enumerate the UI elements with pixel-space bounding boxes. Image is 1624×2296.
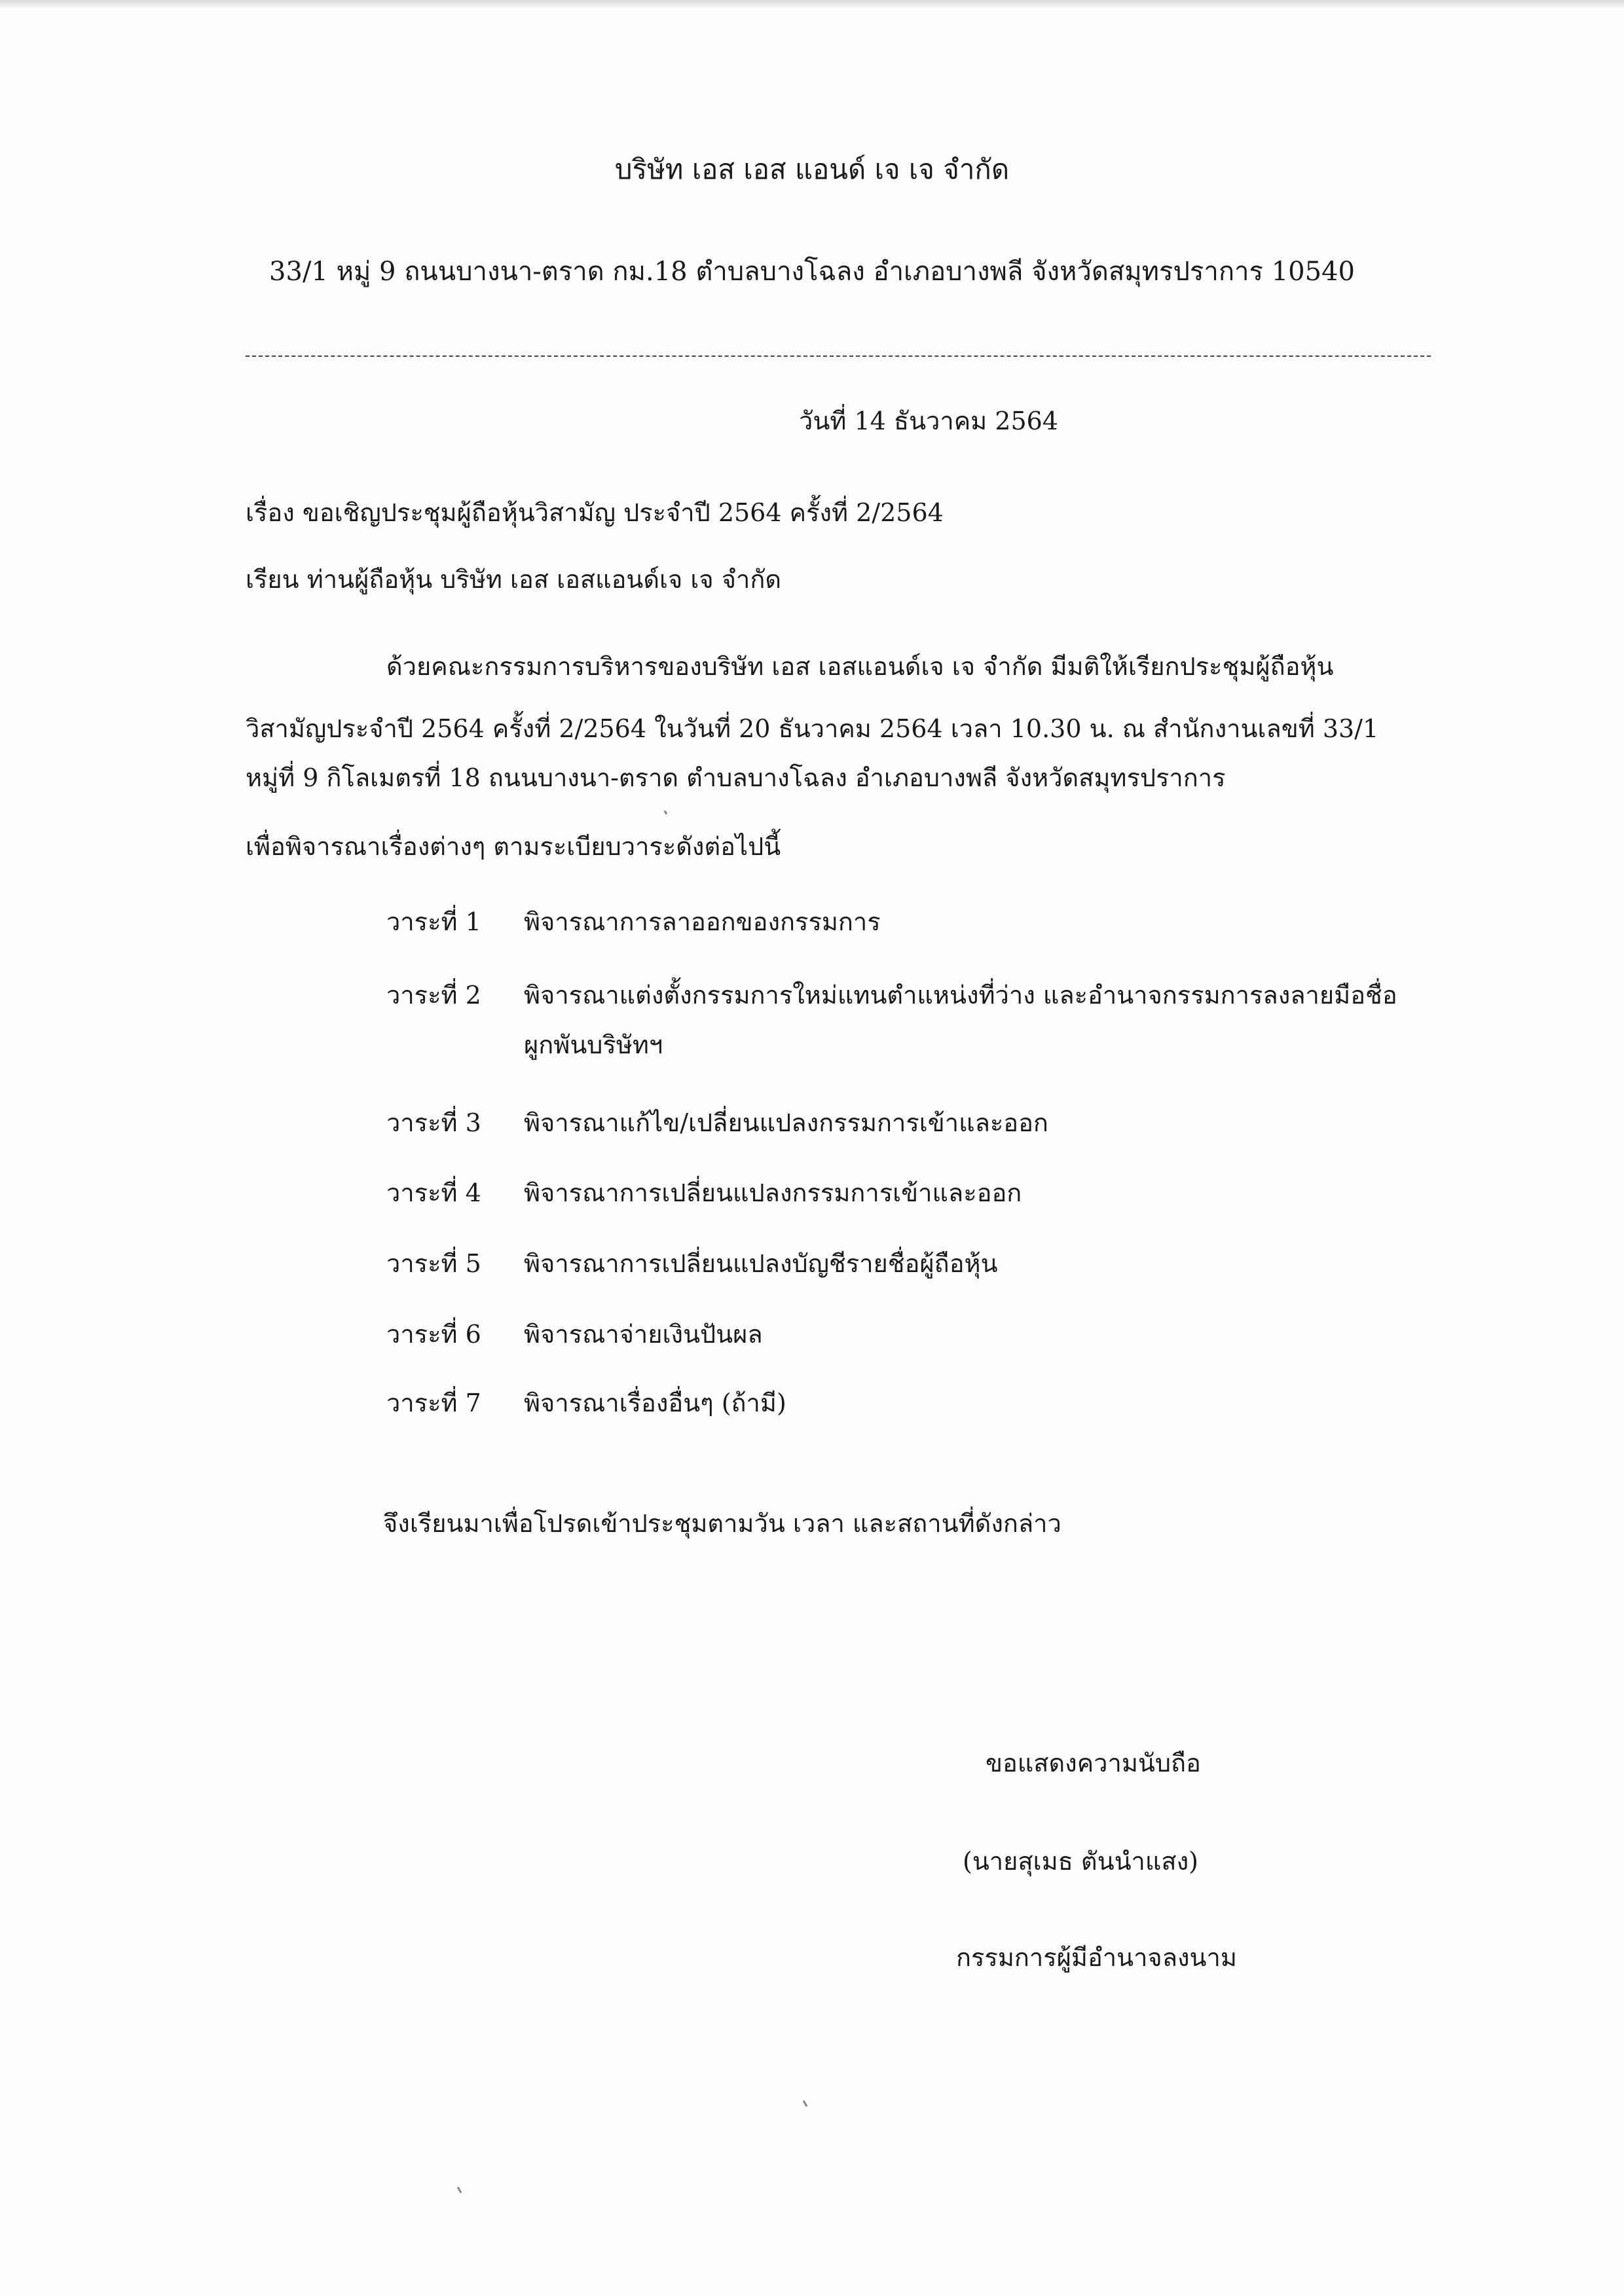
agenda-number: วาระที่ 1 bbox=[386, 907, 481, 936]
agenda-text-continued: ผูกพันบริษัทฯ bbox=[524, 1030, 663, 1059]
agenda-text: พิจารณาการเปลี่ยนแปลงกรรมการเข้าและออก bbox=[524, 1178, 1022, 1207]
agenda-text: พิจารณาการลาออกของกรรมการ bbox=[524, 907, 881, 936]
body-line-4: เพื่อพิจารณาเรื่องต่างๆ ตามระเบียบวาระดังต่อไปนี้ bbox=[246, 832, 781, 861]
scan-speck bbox=[803, 2100, 808, 2107]
letter-date: วันที่ 14 ธันวาคม 2564 bbox=[799, 407, 1058, 435]
agenda-text: พิจารณาเรื่องอื่นๆ (ถ้ามี) bbox=[524, 1389, 786, 1417]
body-line-1: ด้วยคณะกรรมการบริหารของบริษัท เอส เอสแอนด์เจ เจ จำกัด มีมติให้เรียกประชุมผู้ถือหุ้น bbox=[386, 652, 1334, 681]
signer-name: (นายสุเมธ ตันนำแสง) bbox=[963, 1847, 1198, 1876]
header-divider bbox=[246, 355, 1431, 357]
agenda-number: วาระที่ 3 bbox=[386, 1108, 481, 1137]
scan-speck bbox=[664, 811, 668, 815]
agenda-number: วาระที่ 4 bbox=[386, 1178, 481, 1207]
scan-speck bbox=[457, 2187, 462, 2193]
agenda-number: วาระที่ 7 bbox=[386, 1389, 481, 1417]
signature-regards: ขอแสดงความนับถือ bbox=[986, 1749, 1201, 1777]
company-name: บริษัท เอส เอส แอนด์ เจ เจ จำกัด bbox=[614, 153, 1010, 185]
company-address: 33/1 หมู่ 9 ถนนบางนา-ตราด กม.18 ตำบลบางโฉลง อำเภอบางพลี จังหวัดสมุทรปราการ 10540 bbox=[269, 257, 1355, 287]
scan-edge-shadow bbox=[0, 0, 1624, 9]
agenda-text: พิจารณาแก้ไข/เปลี่ยนแปลงกรรมการเข้าและออก bbox=[524, 1108, 1048, 1137]
agenda-number: วาระที่ 5 bbox=[386, 1249, 481, 1278]
body-line-2: วิสามัญประจำปี 2564 ครั้งที่ 2/2564 ในวันที่ 20 ธันวาคม 2564 เวลา 10.30 น. ณ สำนักงานเลขที่ 33/1 bbox=[246, 714, 1379, 743]
agenda-text: พิจารณาจ่ายเงินปันผล bbox=[524, 1320, 763, 1349]
agenda-text: พิจารณาแต่งตั้งกรรมการใหม่แทนตำแหน่งที่ว่าง และอำนาจกรรมการลงลายมือชื่อ bbox=[524, 981, 1397, 1010]
letter-addressee: เรียน ท่านผู้ถือหุ้น บริษัท เอส เอสแอนด์เจ เจ จำกัด bbox=[246, 565, 782, 594]
closing-sentence: จึงเรียนมาเพื่อโปรดเข้าประชุมตามวัน เวลา และสถานที่ดังกล่าว bbox=[383, 1509, 1061, 1538]
agenda-number: วาระที่ 2 bbox=[386, 981, 481, 1010]
body-line-3: หมู่ที่ 9 กิโลเมตรที่ 18 ถนนบางนา-ตราด ตำบลบางโฉลง อำเภอบางพลี จังหวัดสมุทรปราการ bbox=[246, 763, 1226, 792]
signer-title: กรรมการผู้มีอำนาจลงนาม bbox=[956, 1943, 1237, 1972]
letter-subject: เรื่อง ขอเชิญประชุมผู้ถือหุ้นวิสามัญ ประจำปี 2564 ครั้งที่ 2/2564 bbox=[246, 498, 944, 527]
agenda-number: วาระที่ 6 bbox=[386, 1320, 481, 1349]
agenda-text: พิจารณาการเปลี่ยนแปลงบัญชีรายชื่อผู้ถือหุ้น bbox=[524, 1249, 998, 1278]
